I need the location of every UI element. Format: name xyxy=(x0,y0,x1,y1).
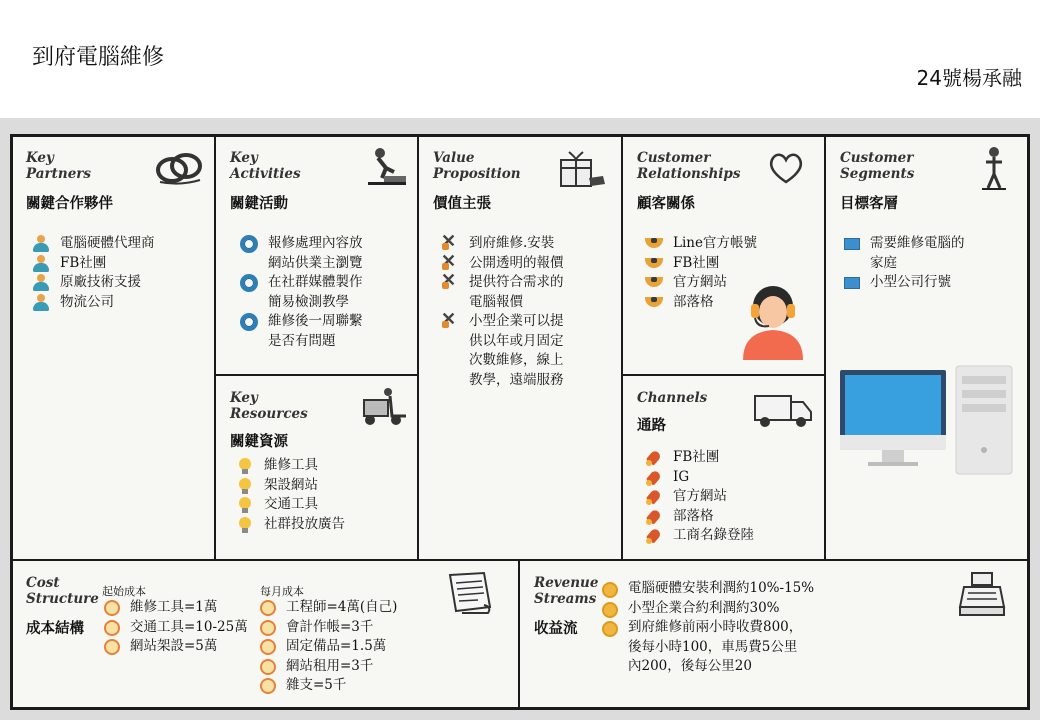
value-proposition-head-en-1: Value xyxy=(433,150,475,166)
cost-structure-head-en-2: Structure xyxy=(26,591,99,607)
rocket-icon xyxy=(645,449,663,467)
truck-icon xyxy=(753,388,813,430)
standing-person-icon xyxy=(976,146,1012,190)
revenue-streams-head-en-2: Streams xyxy=(534,591,597,607)
list-item: 會計作帳=3千 xyxy=(260,618,397,638)
person-icon xyxy=(32,255,50,273)
cost-structure-head-en-1: Cost xyxy=(26,575,60,591)
value-proposition-block xyxy=(419,136,621,559)
list-item: ✕ 到府維修.安裝 xyxy=(441,234,564,254)
key-partners-block xyxy=(12,136,214,559)
list-item: IG xyxy=(645,468,754,488)
lightbulb-icon xyxy=(236,457,254,475)
list-item: 電腦硬體安裝利潤約10%-15% xyxy=(602,579,814,599)
revenue-streams-block xyxy=(520,561,1028,708)
coin-icon xyxy=(602,582,618,598)
list-item: 官方網站 xyxy=(645,273,757,293)
list-item: 部落格 xyxy=(645,507,754,527)
mustache-icon xyxy=(645,255,663,273)
list-item: Line官方帳號 xyxy=(645,234,757,254)
list-item: 交通工具 xyxy=(236,495,345,515)
monthly-cost-label: 每月成本 xyxy=(260,585,304,598)
person-icon xyxy=(32,235,50,253)
rocket-icon xyxy=(645,488,663,506)
initial-cost-label: 起始成本 xyxy=(102,585,146,598)
list-item: 到府維修前兩小時收費800， 後每小時100，車馬費5公里 內200，後每公里20 xyxy=(602,618,814,677)
tools-icon xyxy=(441,274,459,292)
key-activities-title: 關鍵活動 xyxy=(230,196,288,212)
tools-icon xyxy=(441,313,459,331)
list-item: 工程師=4萬(自己) xyxy=(260,598,397,618)
rocket-icon xyxy=(645,527,663,545)
list-item: 架設網站 xyxy=(236,476,345,496)
face-icon xyxy=(260,600,276,616)
worker-icon xyxy=(364,146,410,188)
key-partners-head-en-2: Partners xyxy=(26,166,92,182)
mustache-icon xyxy=(645,294,663,312)
customer-segments-title: 目標客層 xyxy=(840,196,898,212)
list-item: 官方網站 xyxy=(645,487,754,507)
list-item: 報修處理內容放 網站供業主瀏覽 xyxy=(240,234,363,273)
cash-register-icon xyxy=(958,571,1010,619)
customer-segments-head-en-1: Customer xyxy=(840,150,914,166)
mustache-icon xyxy=(645,274,663,292)
value-proposition-title: 價值主張 xyxy=(433,196,491,212)
list-item: ✕ 公開透明的報價 xyxy=(441,254,564,274)
customer-relationships-head-en-1: Customer xyxy=(637,150,711,166)
gear-icon xyxy=(240,274,258,292)
key-resources-head-en-1: Key xyxy=(230,390,258,406)
author-label: 24號楊承融 xyxy=(916,66,1022,90)
customer-relationships-head-en-2: Relationships xyxy=(637,166,741,182)
revenue-streams-title: 收益流 xyxy=(534,621,578,637)
list-item: 原廠技術支援 xyxy=(32,273,155,293)
mustache-icon xyxy=(645,235,663,253)
list-item: 交通工具=10-25萬 xyxy=(104,618,248,638)
list-item: 雜支=5千 xyxy=(260,676,397,696)
list-item: 需要維修電腦的 家庭 xyxy=(844,234,965,273)
page-title: 到府電腦維修 xyxy=(32,45,165,70)
monitor-icon xyxy=(844,238,860,250)
document-icon xyxy=(444,571,496,615)
key-activities-head-en-2: Activities xyxy=(230,166,301,182)
monitor-icon xyxy=(844,277,860,289)
cost-structure-block xyxy=(12,561,518,708)
list-item: 小型企業合約利潤約30% xyxy=(602,599,814,619)
coin-icon xyxy=(602,602,618,618)
desktop-computer-icon xyxy=(838,364,1014,476)
list-item: 部落格 xyxy=(645,293,757,313)
list-item: 維修後一周聯繫 是否有問題 xyxy=(240,312,363,351)
cost-structure-title: 成本結構 xyxy=(26,621,84,637)
list-item: ✕ 提供符合需求的 電腦報價 xyxy=(441,273,564,312)
list-item: 電腦硬體代理商 xyxy=(32,234,155,254)
list-item: 工商名錄登陸 xyxy=(645,526,754,546)
person-icon xyxy=(32,294,50,312)
channels-head-en-1: Channels xyxy=(637,390,708,406)
list-item: FB社團 xyxy=(32,254,155,274)
channels-title: 通路 xyxy=(637,418,666,434)
customer-relationships-block xyxy=(623,136,824,374)
list-item: 社群投放廣告 xyxy=(236,515,345,535)
key-resources-head-en-2: Resources xyxy=(230,406,308,422)
lightbulb-icon xyxy=(236,496,254,514)
list-item: ✕ 小型企業可以提 供以年或月固定 次數維修，線上 教學，遠端服務 xyxy=(441,312,564,390)
heart-icon xyxy=(767,150,805,186)
list-item: 在社群媒體製作 簡易檢測教學 xyxy=(240,273,363,312)
face-icon xyxy=(260,678,276,694)
list-item: 物流公司 xyxy=(32,293,155,313)
support-agent-icon xyxy=(735,274,811,360)
revenue-streams-head-en-1: Revenue xyxy=(534,575,599,591)
list-item: 網站架設=5萬 xyxy=(104,637,248,657)
customer-relationships-title: 顧客關係 xyxy=(637,196,695,212)
list-item: 固定備品=1.5萬 xyxy=(260,637,397,657)
list-item: 小型公司行號 xyxy=(844,273,965,293)
lightbulb-icon xyxy=(236,477,254,495)
list-item: 網站租用=3千 xyxy=(260,657,397,677)
customer-segments-block xyxy=(826,136,1028,559)
key-activities-head-en-1: Key xyxy=(230,150,258,166)
gear-icon xyxy=(240,235,258,253)
key-resources-title: 關鍵資源 xyxy=(230,434,288,450)
face-icon xyxy=(260,639,276,655)
channels-block xyxy=(623,376,824,559)
rocket-icon xyxy=(645,469,663,487)
key-resources-block xyxy=(216,376,417,559)
list-item: 維修工具=1萬 xyxy=(104,598,248,618)
face-icon xyxy=(104,620,120,636)
forklift-icon xyxy=(358,386,410,428)
rings-icon xyxy=(152,148,208,188)
gift-icon xyxy=(557,148,609,190)
lightbulb-icon xyxy=(236,516,254,534)
list-item: 維修工具 xyxy=(236,456,345,476)
rocket-icon xyxy=(645,508,663,526)
list-item: FB社團 xyxy=(645,448,754,468)
face-icon xyxy=(104,639,120,655)
value-proposition-head-en-2: Proposition xyxy=(433,166,521,182)
customer-segments-head-en-2: Segments xyxy=(840,166,915,182)
face-icon xyxy=(104,600,120,616)
coin-icon xyxy=(602,621,618,637)
key-activities-block xyxy=(216,136,417,374)
face-icon xyxy=(260,620,276,636)
key-partners-head-en-1: Key xyxy=(26,150,54,166)
key-partners-title: 關鍵合作夥伴 xyxy=(26,196,113,212)
person-icon xyxy=(32,274,50,292)
face-icon xyxy=(260,659,276,675)
list-item: FB社團 xyxy=(645,254,757,274)
gear-icon xyxy=(240,313,258,331)
business-model-canvas xyxy=(0,118,1040,720)
